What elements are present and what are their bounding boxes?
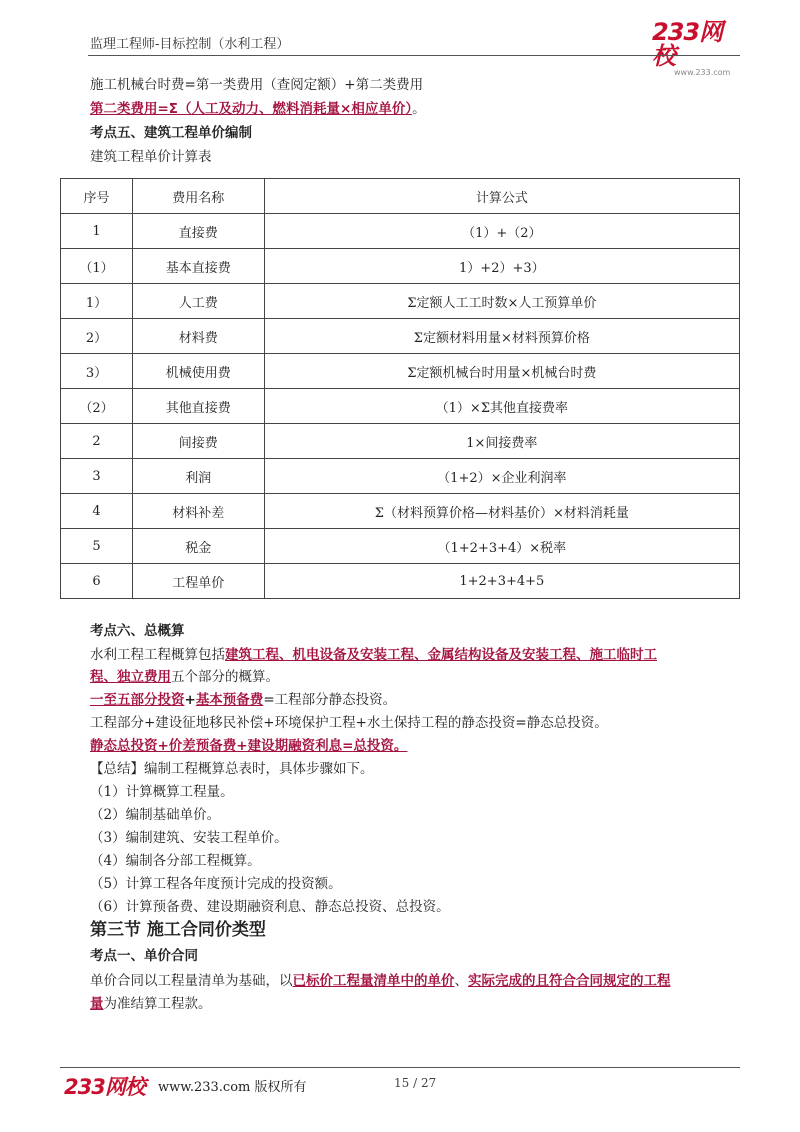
col-header-index: 序号 xyxy=(61,179,133,214)
section3-heading: 考点一、单价合同 xyxy=(90,948,198,964)
highlight-text: 基本预备费 xyxy=(195,692,264,708)
cell-formula: 1）+2）+3） xyxy=(264,249,739,284)
table-row xyxy=(61,354,740,389)
summary-line: 【总结】编制工程概算总表时，具体步骤如下。 xyxy=(90,761,374,777)
cell-name: 材料补差 xyxy=(132,494,264,529)
step-item: （1）计算概算工程量。 xyxy=(90,784,234,800)
cell-formula: （1）×Σ其他直接费率 xyxy=(264,389,739,424)
cell-formula: （1+2）×企业利润率 xyxy=(264,459,739,494)
table-row xyxy=(61,494,740,529)
step-item: （6）计算预备费、建设期融资利息、静态总投资、总投资。 xyxy=(90,899,450,915)
intro-line-2: 第二类费用=Σ（人工及动力、燃料消耗量×相应单价）。 xyxy=(90,101,426,117)
cell-index: （1） xyxy=(61,249,133,284)
highlight-text: 实际完成的且符合合同规定的工程 xyxy=(468,973,671,989)
cell-index: 6 xyxy=(61,564,133,599)
cell-name: 材料费 xyxy=(132,319,264,354)
logo-subtext: www.233.com xyxy=(674,68,731,77)
step-item: （2）编制基础单价。 xyxy=(90,807,221,823)
cell-name: 其他直接费 xyxy=(132,389,264,424)
cell-name: 直接费 xyxy=(132,214,264,249)
kaodian6-para-1-cont: 程、独立费用五个部分的概算。 xyxy=(90,669,279,685)
col-header-formula: 计算公式 xyxy=(264,179,739,214)
highlight-text: 建筑工程、机电设备及安装工程、金属结构设备及安装工程、施工临时工 xyxy=(225,647,657,663)
page-number: 15 / 27 xyxy=(394,1076,437,1090)
cell-name: 税金 xyxy=(132,529,264,564)
cell-index: 2） xyxy=(61,319,133,354)
kaodian6-heading: 考点六、总概算 xyxy=(90,623,185,639)
step-item: （5）计算工程各年度预计完成的投资额。 xyxy=(90,876,342,892)
brand-logo[interactable] xyxy=(652,18,742,77)
cell-formula: Σ（材料预算价格—材料基价）×材料消耗量 xyxy=(264,494,739,529)
cell-formula: Σ定额机械台时用量×机械台时费 xyxy=(264,354,739,389)
cell-name: 工程单价 xyxy=(132,564,264,599)
intro-line-1: 施工机械台时费=第一类费用（查阅定额）+第二类费用 xyxy=(90,77,424,93)
table-row xyxy=(61,459,740,494)
table-row xyxy=(61,214,740,249)
table-row xyxy=(61,389,740,424)
col-header-name: 费用名称 xyxy=(132,179,264,214)
kaodian5-heading: 考点五、建筑工程单价编制 xyxy=(90,125,252,141)
kaodian6-para-2: 一至五部分投资+基本预备费=工程部分静态投资。 xyxy=(90,692,397,708)
cell-formula: （1）+（2） xyxy=(264,214,739,249)
cell-index: 4 xyxy=(61,494,133,529)
table-header-row xyxy=(61,179,740,214)
table-caption: 建筑工程单价计算表 xyxy=(90,149,212,165)
section3-para-1: 单价合同以工程量清单为基础，以已标价工程量清单中的单价、实际完成的且符合合同规定的工程 xyxy=(90,973,671,989)
table-row xyxy=(61,564,740,599)
cell-index: 5 xyxy=(61,529,133,564)
logo-text: 233网校 xyxy=(652,18,723,70)
cell-name: 基本直接费 xyxy=(132,249,264,284)
highlight-text: 已标价工程量清单中的单价 xyxy=(292,973,455,989)
cell-formula: Σ定额材料用量×材料预算价格 xyxy=(264,319,739,354)
unit-price-table xyxy=(60,178,740,599)
highlight-text: 程、独立费用 xyxy=(90,669,171,685)
table-row xyxy=(61,249,740,284)
cell-name: 机械使用费 xyxy=(132,354,264,389)
cell-name: 利润 xyxy=(132,459,264,494)
table-row xyxy=(61,284,740,319)
table-row xyxy=(61,424,740,459)
page-header-title: 监理工程师-目标控制（水利工程） xyxy=(90,37,290,52)
cell-name: 人工费 xyxy=(132,284,264,319)
highlight-text: 一至五部分投资 xyxy=(90,692,185,708)
footer-logo[interactable]: 233网校 xyxy=(64,1075,145,1099)
highlight-text: 静态总投资+价差预备费+建设期融资利息=总投资。 xyxy=(90,738,408,754)
highlight-text: 量 xyxy=(90,996,104,1012)
header-divider xyxy=(88,55,740,56)
footer-site-link[interactable]: www.233.com 版权所有 xyxy=(158,1080,307,1095)
cell-index: （2） xyxy=(61,389,133,424)
table-row xyxy=(61,319,740,354)
footer-divider xyxy=(60,1067,740,1068)
cell-index: 3） xyxy=(61,354,133,389)
step-item: （3）编制建筑、安装工程单价。 xyxy=(90,830,288,846)
highlight-formula: 第二类费用=Σ（人工及动力、燃料消耗量×相应单价） xyxy=(90,101,413,117)
cell-index: 1 xyxy=(61,214,133,249)
cell-formula: 1×间接费率 xyxy=(264,424,739,459)
cell-index: 3 xyxy=(61,459,133,494)
cell-index: 2 xyxy=(61,424,133,459)
cell-formula: 1+2+3+4+5 xyxy=(264,564,739,599)
cell-formula: Σ定额人工工时数×人工预算单价 xyxy=(264,284,739,319)
kaodian6-para-4 xyxy=(90,737,407,755)
cell-index: 1） xyxy=(61,284,133,319)
step-item: （4）编制各分部工程概算。 xyxy=(90,853,261,869)
section3-para-1-cont: 量为准结算工程款。 xyxy=(90,996,212,1012)
section-title: 第三节 施工合同价类型 xyxy=(90,920,266,940)
kaodian6-para-1: 水利工程工程概算包括建筑工程、机电设备及安装工程、金属结构设备及安装工程、施工临时工 xyxy=(90,647,657,663)
cell-formula: （1+2+3+4）×税率 xyxy=(264,529,739,564)
table-row xyxy=(61,529,740,564)
cell-name: 间接费 xyxy=(132,424,264,459)
kaodian6-para-3: 工程部分+建设征地移民补偿+环境保护工程+水土保持工程的静态投资=静态总投资。 xyxy=(90,715,608,731)
